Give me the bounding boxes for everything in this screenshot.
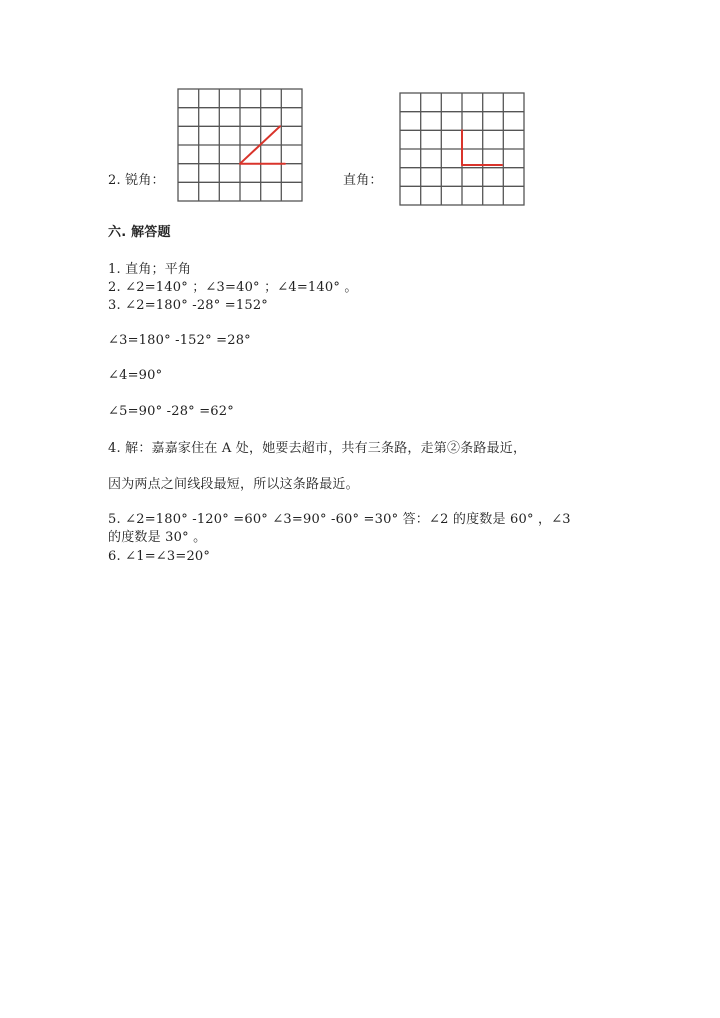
answer-3-line-4: ∠5=90° -28° =62° xyxy=(108,404,234,419)
right-angle-label: 直角： xyxy=(343,173,383,188)
right-angle-grid xyxy=(399,92,526,207)
answer-1: 1. 直角；平角 xyxy=(108,262,192,277)
right-angle-rays xyxy=(462,130,502,165)
answer-5-line-1: 5. ∠2=180° -120° =60° ∠3=90° -60° =30° 答：∠2 的度数是 60° ，∠3 xyxy=(108,512,571,527)
acute-angle-label: 2. 锐角： xyxy=(108,173,165,188)
answer-3-line-1: 3. ∠2=180° -28° =152° xyxy=(108,298,269,313)
answer-4-line-2: 因为两点之间线段最短，所以这条路最近。 xyxy=(108,477,359,492)
section-title: 六. 解答题 xyxy=(108,225,171,240)
acute-angle-grid xyxy=(177,88,304,203)
answer-3-line-2: ∠3=180° -152° =28° xyxy=(108,333,251,348)
answer-3-line-3: ∠4=90° xyxy=(108,368,163,383)
answer-2: 2. ∠2=140° ；∠3=40° ；∠4=140° 。 xyxy=(108,280,358,295)
answer-4-line-1: 4. 解：嘉嘉家住在 A 处，她要去超市，共有三条路，走第②条路最近， xyxy=(108,441,527,456)
answer-5-line-2: 的度数是 30° 。 xyxy=(108,530,207,545)
answer-6: 6. ∠1=∠3=20° xyxy=(108,549,211,564)
